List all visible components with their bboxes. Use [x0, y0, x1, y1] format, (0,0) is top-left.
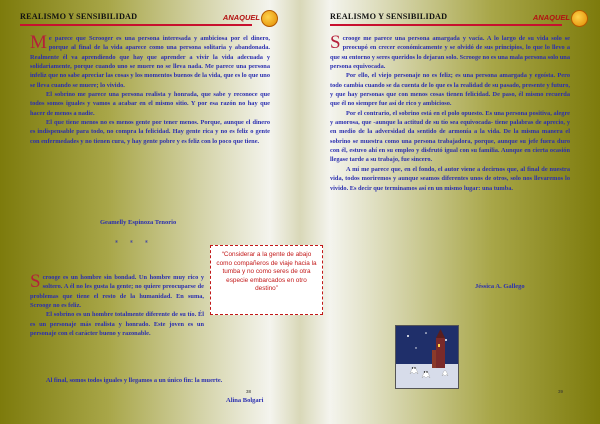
section-title: REALISMO Y SENSIBILIDAD — [20, 12, 138, 21]
essay-3-author: Jéssica A. Gallego — [475, 283, 525, 290]
section-title: REALISMO Y SENSIBILIDAD — [330, 12, 448, 21]
essay-2-ending — [30, 376, 258, 385]
header-rule — [20, 24, 252, 26]
drop-cap: M — [30, 32, 47, 53]
badge-icon — [571, 10, 588, 27]
essay-1-author: Geamelly Espinoza Tenorio — [100, 219, 177, 226]
badge-icon — [261, 10, 278, 27]
night-castle-ghosts-illustration — [395, 325, 459, 389]
essay-1-paragraph-2: El sobrino me parece una persona realista y honrada, que sabe y reconoce que todos somos iguales y vamos a acabar en el mismo sitio. Y por esa razón no hay que hacer de menos a nadie. — [30, 91, 270, 117]
illustration-graphic — [396, 326, 458, 388]
essay-3-paragraph-3: Por el contrario, el sobrino está en el polo opuesto. Es una persona positiva, alegre y amorosa, que -aunque la actitud de su tío sea equivocada- tiene palabras de aprecio, y en medio de la adversidad da sentido de armonía a la vida. De la misma manera el sobrino se muestra como una persona trabajadora, porque, aunque su jefe fuera duro con él, estuvo ahí en su empleo y disfrutó igual con su familia. Aunque en cierta ocasión llegase tarde a su trabajo, fue sincero. — [330, 109, 570, 164]
magazine-logo: ANAQUEL — [532, 13, 570, 22]
pull-quote: “Considerar a la gente de abajo como compañeros de viaje hacia la tumba y no como seres de otra especie embarcados en otro destino” — [210, 245, 323, 315]
essay-2-paragraph-2: El sobrino es un hombre totalmente diferente de su tío. Él es un personaje más realista y honrado. Este joven es un personaje con el carácter bueno y razonable. — [30, 311, 204, 338]
essay-3-paragraph-4: A mí me parece que, en el fondo, el autor viene a decirnos que, al final de nuestra vida, todos moriremos y aunque seamos diferentes unos de otros, solo nos llevaremos lo vivido. Es decir que terminamos así en un mismo lugar: una tumba. — [330, 165, 570, 192]
essay-3-paragraph-1: crooge me parece una persona amargada y vacía. A lo largo de su vida solo se preocupó en crecer económicamente y se olvidó de sus principios, lo que lo llevo a que su entorno y seres queridos lo dejaran solo. Scrooge no es una mala persona solo una persona equivocada. — [330, 35, 570, 71]
essay-3 — [330, 34, 570, 193]
essay-2-author: Alina Bolgari — [226, 397, 264, 404]
essay-3-paragraph-2: Por ello, el viejo personaje no es feliz; es una persona amargada y egoísta. Pero todo cambia cuando se da cuenta de lo que es la realidad de su pasado, presente y futuro, y que hay personas que con menos cosas tienen felicidad. De paso, él mismo recuerda que él no siempre fue así de rico y ambicioso. — [330, 72, 570, 108]
page-number: 38 — [246, 389, 252, 394]
right-header — [330, 12, 592, 26]
page-number: 39 — [558, 389, 564, 394]
drop-cap: S — [30, 271, 41, 292]
essay-2-paragraph-3: Al final, somos todos iguales y llegamos a un único fin: la muerte. — [46, 377, 223, 384]
header-rule — [330, 24, 562, 26]
left-header — [20, 12, 282, 26]
essay-1-paragraph-3: El que tiene menos no es menos gente por tener menos. Porque, aunque el dinero es indispensable para todo, no compra la felicidad. Hay gente rica y no es feliz o gente con enfermedades y no tienen cura, y hay gente pobre y es feliz con lo poco que tiene. — [30, 119, 270, 145]
magazine-logo: ANAQUEL — [222, 13, 260, 22]
drop-cap: S — [330, 32, 341, 53]
essay-1 — [30, 34, 270, 146]
essay-2-paragraph-1: crooge es un hombre sin bondad. Un hombre muy rico y soltero. A él no les gusta la gente; no quiere preocuparse de problemas que tiene el resto de la humanidad. En suma, Scrooge no es feliz. — [30, 274, 204, 310]
section-separator: * * * — [115, 240, 153, 247]
essay-1-paragraph-1: e parece que Scrooger es una persona interesada y ambiciosa por el dinero, porque al final de la vida aparece como una persona solitaria y abandonada. Realmente él va aprendiendo que hay que aprender a vivir la vida adecuada y solidariamente, porque cuando uno se muere no se lleva nada. Me parece una persona infeliz que no sabe apreciar las cosas y los momentos buenos de la vida, que es lo que uno se lleva cuando se muere; lo vivido. — [30, 35, 270, 89]
essay-2 — [30, 273, 204, 338]
